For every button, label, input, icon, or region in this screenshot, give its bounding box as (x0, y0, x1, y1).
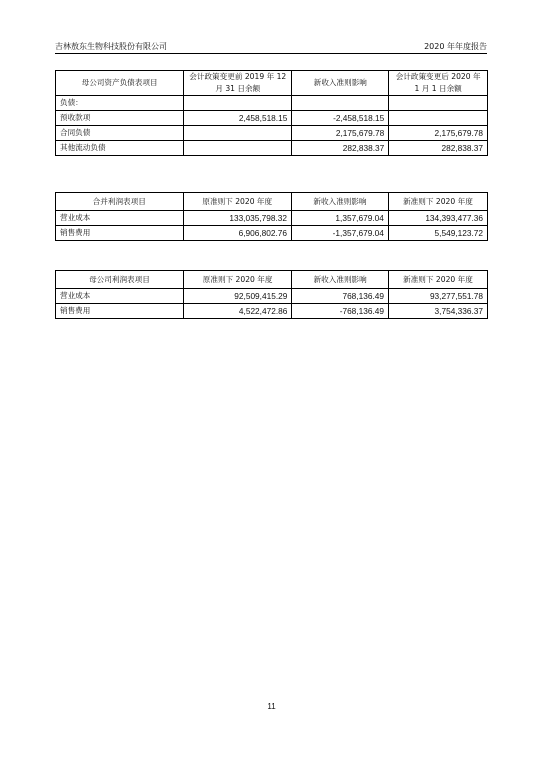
value-cell: 2,175,679.78 (389, 126, 488, 141)
table-row (56, 289, 488, 304)
row-label: 营业成本 (56, 289, 184, 304)
table-header-row (56, 193, 488, 211)
value-cell: -768,136.49 (292, 304, 389, 319)
header-cell: 原准则下 2020 年度 (183, 193, 292, 211)
table-row (56, 141, 488, 156)
company-name: 吉林敖东生物科技股份有限公司 (55, 42, 167, 51)
value-cell (184, 141, 292, 156)
table-row (56, 126, 488, 141)
table-row (56, 226, 488, 241)
header-cell: 新收入准则影响 (292, 193, 389, 211)
value-cell: 133,035,798.32 (183, 211, 292, 226)
page-number: 11 (267, 702, 276, 711)
row-label: 合同负债 (56, 126, 184, 141)
value-cell: 3,754,336.37 (388, 304, 487, 319)
value-cell: 768,136.49 (292, 289, 389, 304)
header-cell: 新收入准则影响 (292, 71, 389, 96)
value-cell: 2,458,518.15 (184, 111, 292, 126)
parent-balance-sheet-table (55, 70, 488, 156)
value-cell: 92,509,415.29 (183, 289, 291, 304)
header-cell: 会计政策变更前 2019 年 12 月 31 日余额 (184, 71, 292, 96)
row-label: 其他流动负债 (56, 141, 184, 156)
header-cell: 合并利润表项目 (56, 193, 184, 211)
value-cell: 4,522,472.86 (183, 304, 291, 319)
section-row (56, 96, 488, 111)
header-cell: 会计政策变更后 2020 年 1 月 1 日余额 (389, 71, 488, 96)
value-cell: 1,357,679.04 (292, 211, 389, 226)
table-row (56, 211, 488, 226)
page-header (55, 38, 487, 52)
value-cell: 134,393,477.36 (388, 211, 487, 226)
table-header-row (56, 271, 488, 289)
row-label: 预收款项 (56, 111, 184, 126)
row-label: 营业成本 (56, 211, 184, 226)
parent-income-table (55, 270, 488, 319)
header-cell: 新准则下 2020 年度 (388, 271, 487, 289)
header-cell: 新准则下 2020 年度 (388, 193, 487, 211)
value-cell (184, 126, 292, 141)
header-cell: 母公司利润表项目 (56, 271, 184, 289)
value-cell: 6,906,802.76 (183, 226, 292, 241)
header-cell: 母公司资产负债表项目 (56, 71, 184, 96)
value-cell: 282,838.37 (389, 141, 488, 156)
row-label: 销售费用 (56, 304, 184, 319)
header-cell: 原准则下 2020 年度 (183, 271, 291, 289)
value-cell: -1,357,679.04 (292, 226, 389, 241)
consolidated-income-table (55, 192, 488, 241)
value-cell: 5,549,123.72 (388, 226, 487, 241)
section-label: 负债： (56, 96, 184, 111)
table-row (56, 111, 488, 126)
header-rule (55, 53, 487, 54)
value-cell (389, 111, 488, 126)
header-cell: 新收入准则影响 (292, 271, 389, 289)
value-cell: 282,838.37 (292, 141, 389, 156)
report-title: 2020 年年度报告 (424, 42, 487, 51)
value-cell: 2,175,679.78 (292, 126, 389, 141)
value-cell: 93,277,551.78 (388, 289, 487, 304)
row-label: 销售费用 (56, 226, 184, 241)
table-row (56, 304, 488, 319)
value-cell: -2,458,518.15 (292, 111, 389, 126)
